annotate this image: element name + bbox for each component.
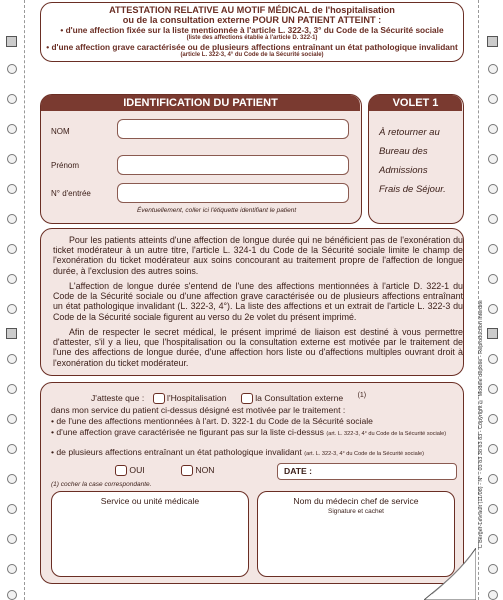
oui-label: OUI bbox=[129, 465, 145, 475]
identification-box bbox=[40, 94, 362, 224]
signature-label: Signature et cachet bbox=[327, 508, 384, 515]
consultation-label: la Consultation externe bbox=[255, 392, 344, 403]
volet-box bbox=[368, 94, 464, 224]
nom-input[interactable] bbox=[117, 119, 349, 139]
feed-hole bbox=[488, 274, 498, 284]
hospitalisation-label: l'Hospitalisation bbox=[167, 392, 227, 403]
feed-hole bbox=[7, 504, 17, 514]
header-title: ATTESTATION RELATIVE AU MOTIF MÉDICAL bbox=[109, 5, 310, 15]
consultation-checkbox[interactable] bbox=[241, 393, 253, 404]
page-curl-icon bbox=[424, 548, 476, 600]
prenom-input[interactable] bbox=[117, 155, 349, 175]
date-field[interactable] bbox=[277, 463, 457, 480]
feed-hole bbox=[7, 384, 17, 394]
feed-hole bbox=[7, 354, 17, 364]
feed-hole bbox=[7, 214, 17, 224]
header-title-rest: de l'hospitalisation bbox=[309, 5, 395, 15]
info-paragraph-1: Pour les patients atteints d'une affection de longue durée qui ne bénéficient pas de l'exonération du ticket modérateur à un autre titre, l'article L. 324-1 du Code de la Sécurité sociale limite le champ de l'exonération du ticket modérateur aux soins concourant au traitement propre de l'affection de longue durée, à l'exclusion des autres soins. bbox=[53, 235, 463, 276]
feed-hole bbox=[488, 154, 498, 164]
non-label: NON bbox=[195, 465, 215, 475]
feed-hole bbox=[488, 304, 498, 314]
identification-title: IDENTIFICATION DU PATIENT bbox=[41, 95, 360, 111]
feed-hole bbox=[488, 504, 498, 514]
attest-bullet-1: • de l'une des affections mentionnées à l'art. D. 322-1 du Code de la Sécurité sociale bbox=[51, 416, 373, 426]
feed-hole bbox=[7, 444, 17, 454]
non-checkbox[interactable] bbox=[181, 465, 193, 476]
prenom-label: Prénom bbox=[51, 161, 80, 170]
alignment-square bbox=[487, 36, 498, 47]
service-box[interactable] bbox=[51, 491, 249, 577]
date-label: DATE : bbox=[284, 466, 313, 476]
feed-hole bbox=[488, 214, 498, 224]
feed-hole bbox=[7, 274, 17, 284]
attest-bullet-3-text: • de plusieurs affections entraînant un état pathologique invalidant bbox=[51, 447, 302, 457]
feed-hole bbox=[488, 354, 498, 364]
header-bullet-2-note: (article L. 322-3, 4° du Code de la Sécurité sociale) bbox=[180, 52, 324, 58]
copyright-side-text: C Berger-Levrault (11/08) - N° - 03 83 38 83 83 - Copyright © Modèle déposé - Reproduction interdite bbox=[478, 300, 484, 549]
form-header bbox=[40, 2, 464, 62]
alignment-square bbox=[6, 328, 17, 339]
feed-hole bbox=[7, 64, 17, 74]
header-bullet-1: • d'une affection fixée sur la liste mentionnée à l'article L. 322-3, 3° du Code de la Sécurité sociale bbox=[60, 25, 444, 35]
attest-bullet-3-note: (art. L. 322-3, 4° du Code de la Sécurité sociale) bbox=[304, 451, 424, 457]
consultation-footnote-ref: (1) bbox=[357, 392, 367, 399]
attest-bullet-2 bbox=[51, 427, 455, 439]
alignment-square bbox=[487, 328, 498, 339]
left-tractor-strip bbox=[0, 0, 25, 600]
feed-hole bbox=[488, 64, 498, 74]
oui-checkbox[interactable] bbox=[115, 465, 127, 476]
header-bullet-2: • d'une affection grave caractérisée ou de plusieurs affections entraînant un état pathologique invalidant bbox=[46, 42, 458, 52]
feed-hole bbox=[7, 414, 17, 424]
medecin-box-title: Nom du médecin chef de service bbox=[293, 496, 419, 506]
volet-instructions: À retourner au Bureau des Admissions Frais de Séjour. bbox=[379, 127, 446, 195]
non-option bbox=[181, 465, 215, 476]
entree-label: N° d'entrée bbox=[51, 189, 91, 198]
feed-hole bbox=[488, 590, 498, 600]
etiquette-note: Éventuellement, coller ici l'étiquette identifiant le patient bbox=[137, 207, 297, 214]
info-paragraph-3: Afin de respecter le secret médical, le présent imprimé de liaison est destiné à vous permettre d'attester, s'il y a lieu, que l'hospitalisation ou la consultation externe est motivée par le traitement de l'une des affections de longue durée, d'une affection hors liste ou d'affections multiples ouvrant droit à l'exonération du ticket modérateur. bbox=[53, 327, 463, 368]
header-bullet-1-note: (liste des affections établie à l'article D. 322-1) bbox=[186, 35, 318, 41]
information-box bbox=[40, 228, 464, 376]
attestation-box bbox=[40, 382, 464, 584]
hospitalisation-checkbox[interactable] bbox=[153, 393, 165, 404]
feed-hole bbox=[488, 474, 498, 484]
feed-hole bbox=[488, 444, 498, 454]
oui-option bbox=[115, 465, 145, 476]
alignment-square bbox=[6, 36, 17, 47]
feed-hole bbox=[7, 94, 17, 104]
attest-bullet-3 bbox=[51, 447, 455, 459]
feed-hole bbox=[488, 244, 498, 254]
feed-hole bbox=[7, 304, 17, 314]
entree-input[interactable] bbox=[117, 183, 349, 203]
feed-hole bbox=[488, 564, 498, 574]
feed-hole bbox=[488, 534, 498, 544]
header-subtitle: ou de la consultation externe POUR UN PATIENT ATTEINT : bbox=[122, 15, 382, 25]
atteste-line bbox=[91, 391, 366, 404]
feed-hole bbox=[488, 184, 498, 194]
attestation-form bbox=[26, 0, 484, 600]
attest-bullet-2-note: (art. L. 322-3, 4° du Code de la Sécurité sociale) bbox=[326, 431, 447, 437]
attest-bullet-2-text: • d'une affection grave caractérisée ne figurant pas sur la liste ci-dessus bbox=[51, 427, 324, 437]
volet-title: VOLET 1 bbox=[369, 95, 462, 111]
feed-hole bbox=[7, 564, 17, 574]
feed-hole bbox=[7, 184, 17, 194]
nom-label: NOM bbox=[51, 127, 70, 136]
feed-hole bbox=[7, 124, 17, 134]
feed-hole bbox=[488, 94, 498, 104]
feed-hole bbox=[7, 534, 17, 544]
feed-hole bbox=[488, 384, 498, 394]
feed-hole bbox=[7, 590, 17, 600]
feed-hole bbox=[488, 414, 498, 424]
feed-hole bbox=[7, 154, 17, 164]
footnote: (1) cocher la case correspondante. bbox=[51, 481, 152, 488]
info-paragraph-2: L'affection de longue durée s'entend de l'une des affections mentionnées à l'article D. 322-1 du Code de la Sécurité sociale ou d'une affection grave caractérisée ou de plusieurs affections entraînant un état pathologique invalidant (L. 322-3, 4°). La liste des affections et un extrait de l'article L. 322-3 du Code de la Sécurité sociale figurent au verso du 2e volet du présent imprimé. bbox=[53, 281, 463, 322]
feed-hole bbox=[7, 244, 17, 254]
feed-hole bbox=[488, 124, 498, 134]
feed-hole bbox=[7, 474, 17, 484]
service-line: dans mon service du patient ci-dessus désigné est motivée par le traitement : bbox=[51, 405, 346, 415]
atteste-label: J'atteste que : bbox=[91, 392, 145, 403]
service-box-title: Service ou unité médicale bbox=[100, 496, 200, 506]
